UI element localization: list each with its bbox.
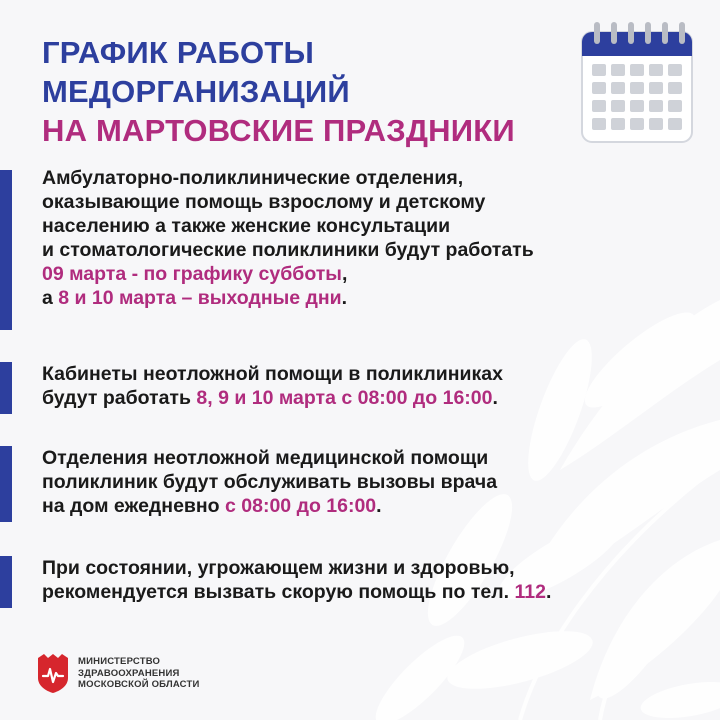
accent-bar-1 bbox=[0, 170, 12, 330]
block2-line-2-pre: будут работать bbox=[42, 387, 197, 409]
accent-bar-2 bbox=[0, 362, 12, 414]
block3-line-1: Отделения неотложной медицинской помощи bbox=[42, 447, 489, 469]
info-block-urgent-cabinets bbox=[42, 362, 503, 410]
title-line-1: ГРАФИК РАБОТЫ bbox=[42, 35, 315, 70]
moscow-region-emblem-icon bbox=[36, 652, 70, 694]
block1-line-6-pre: а bbox=[42, 287, 59, 309]
block3-line-2: поликлиник будут обслуживать вызовы врача bbox=[42, 471, 498, 493]
block1-line-6-tail: . bbox=[341, 287, 348, 309]
block1-highlight-holidays: 8 и 10 марта – выходные дни bbox=[58, 287, 342, 309]
block1-line-3: населению а также женские консультации bbox=[42, 215, 451, 237]
block1-line-4: и стоматологические поликлиники будут работать bbox=[42, 239, 534, 261]
block1-line-5 bbox=[42, 262, 534, 286]
block1-line-2: оказывающие помощь взрослому и детскому bbox=[42, 191, 486, 213]
ministry-name bbox=[78, 656, 200, 691]
info-block-emergency bbox=[42, 556, 551, 604]
block4-line-2 bbox=[42, 580, 551, 604]
block2-line-1: Кабинеты неотложной помощи в поликлиниках bbox=[42, 363, 503, 385]
ministry-line-1: МИНИСТЕРСТВО bbox=[78, 656, 161, 667]
block4-highlight-phone: 112 bbox=[514, 581, 546, 603]
calendar-icon bbox=[578, 18, 696, 146]
block2-highlight-hours: 8, 9 и 10 марта с 08:00 до 16:00 bbox=[196, 387, 493, 409]
block2-line-2 bbox=[42, 386, 503, 410]
accent-bar-4 bbox=[0, 556, 12, 608]
block2-line-2-tail: . bbox=[492, 387, 498, 409]
title-line-2: МЕДОРГАНИЗАЦИЙ bbox=[42, 74, 350, 109]
info-block-urgent-departments bbox=[42, 446, 497, 518]
ministry-line-3: МОСКОВСКОЙ ОБЛАСТИ bbox=[78, 679, 200, 690]
block1-line-6 bbox=[42, 286, 534, 310]
block3-line-3-tail: . bbox=[376, 495, 382, 517]
page-title bbox=[42, 33, 515, 150]
ministry-line-2: ЗДРАВООХРАНЕНИЯ bbox=[78, 667, 180, 679]
info-block-ambulatory bbox=[42, 166, 534, 310]
block1-highlight-saturday: 09 марта - по графику субботы bbox=[42, 263, 342, 285]
block1-line-5-tail: , bbox=[341, 263, 348, 285]
block3-line-3-pre: на дом ежедневно bbox=[42, 495, 226, 517]
block3-highlight-hours: с 08:00 до 16:00 bbox=[225, 495, 377, 517]
block4-line-2-tail: . bbox=[545, 581, 552, 603]
block4-line-2-pre: рекомендуется вызвать скорую помощь по тел. bbox=[42, 581, 515, 603]
block3-line-3 bbox=[42, 494, 497, 518]
title-line-3: НА МАРТОВСКИЕ ПРАЗДНИКИ bbox=[42, 113, 515, 148]
accent-bar-3 bbox=[0, 446, 12, 522]
block1-line-1: Амбулаторно-поликлинические отделения, bbox=[42, 167, 464, 189]
block4-line-1: При состоянии, угрожающем жизни и здоровью, bbox=[42, 557, 515, 579]
